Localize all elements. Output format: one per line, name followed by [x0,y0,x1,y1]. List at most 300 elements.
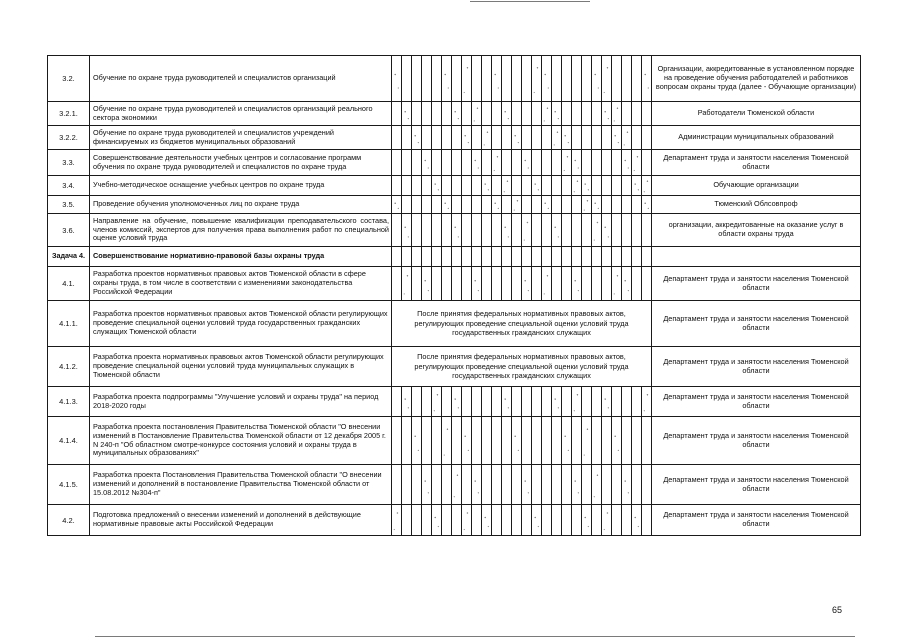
timeline-cell [602,505,612,536]
activity-description: Разработка проекта постановления Правительства Тюменской области "О внесении изменений в Постановление Правительства Тюменской области от 12 декабря 2005 г. N 240-п "Об областном смотре-конкурсе состояния условий и охраны труда в муниципальных образованиях" [90,417,392,465]
table-row [48,102,861,126]
timeline-cell [482,126,492,150]
timeline-cell [522,102,532,126]
timeline-cell [592,214,602,247]
timeline-cell [512,56,522,102]
timeline-cell [432,465,442,505]
timeline-cell [602,417,612,465]
timeline-cell [622,126,632,150]
timeline-cell [502,247,512,267]
timeline-cell [392,417,402,465]
table-row [48,56,861,102]
timeline-cell [562,102,572,126]
timeline-cell [572,126,582,150]
timeline-cell [462,417,472,465]
responsible-party: Департамент труда и занятости населения Тюменской области [652,267,861,301]
timeline-cell [462,387,472,417]
top-scan-line [470,1,590,2]
timeline-cell [412,417,422,465]
timeline-cell [632,505,642,536]
timeline-cell [392,102,402,126]
timeline-cell [562,214,572,247]
timeline-cell [482,196,492,214]
timeline-cell [482,56,492,102]
timeline-cell [402,150,412,176]
timeline-cell [502,465,512,505]
timeline-cell [472,196,482,214]
timeline-cell [462,505,472,536]
timeline-cell [602,150,612,176]
timeline-cell [532,465,542,505]
timeline-cell [612,176,622,196]
timeline-cell [622,465,632,505]
table-row [48,126,861,150]
timeline-cell [452,196,462,214]
timeline-cell [492,214,502,247]
activity-description: Разработка проекта подпрограммы "Улучшение условий и охраны труда" на период 2018-2020 годы [90,387,392,417]
responsible-party [652,247,861,267]
timeline-cell [552,196,562,214]
timeline-cell [552,505,562,536]
timeline-cell [612,417,622,465]
timeline-cell [442,247,452,267]
timeline-cell [472,387,482,417]
timeline-cell [402,417,412,465]
timeline-cell [422,465,432,505]
timeline-cell [402,176,412,196]
timeline-cell [552,56,562,102]
timeline-cell [472,176,482,196]
timeline-cell [432,417,442,465]
timeline-cell [532,387,542,417]
timeline-cell [412,196,422,214]
responsible-party: Администрации муниципальных образований [652,126,861,150]
timeline-cell [472,102,482,126]
timeline-cell [472,465,482,505]
timeline-cell [432,56,442,102]
timeline-cell [392,267,402,301]
item-number: Задача 4. [48,247,90,267]
timeline-cell [392,196,402,214]
timeline-cell [412,126,422,150]
table-row [48,505,861,536]
timeline-cell [562,417,572,465]
timeline-cell [592,267,602,301]
timeline-cell [632,176,642,196]
timeline-cell [622,214,632,247]
timeline-cell [592,417,602,465]
timeline-cell [562,387,572,417]
timeline-cell [632,247,642,267]
timeline-cell [392,126,402,150]
timeline-cell [562,505,572,536]
item-number: 4.1.3. [48,387,90,417]
timeline-cell [472,214,482,247]
timeline-cell [582,505,592,536]
timeline-cell [642,102,652,126]
timeline-cell [552,417,562,465]
timeline-cell [542,505,552,536]
timeline-cell [642,176,652,196]
timeline-cell [502,102,512,126]
timeline-cell [472,417,482,465]
timeline-cell [622,176,632,196]
table-row [48,465,861,505]
timeline-cell [622,150,632,176]
activity-description: Разработка проектов нормативных правовых актов Тюменской области в сфере охраны труда, в том числе в соответствии с изменениями законодательства Российской Федерации [90,267,392,301]
timeline-cell [492,247,502,267]
timeline-cell [542,247,552,267]
timeline-cell [642,126,652,150]
timeline-cell [542,102,552,126]
timeline-cell [542,214,552,247]
timeline-cell [622,196,632,214]
timeline-cell [522,387,532,417]
timeline-cell [592,505,602,536]
timeline-cell [602,56,612,102]
table-row [48,347,861,387]
timeline-note: После принятия федеральных нормативных правовых актов, регулирующих проведение специальной оценки условий труда государственных гражданских служащих [392,347,652,387]
timeline-cell [642,417,652,465]
timeline-cell [582,465,592,505]
timeline-cell [482,267,492,301]
timeline-cell [532,176,542,196]
timeline-cell [522,267,532,301]
timeline-cell [552,247,562,267]
timeline-cell [512,176,522,196]
timeline-cell [562,150,572,176]
timeline-cell [632,417,642,465]
timeline-cell [502,505,512,536]
timeline-cell [522,196,532,214]
responsible-party: организации, аккредитованные на оказание услуг в области охраны труда [652,214,861,247]
timeline-cell [642,505,652,536]
timeline-cell [602,176,612,196]
item-number: 3.4. [48,176,90,196]
timeline-cell [572,247,582,267]
timeline-cell [532,214,542,247]
timeline-cell [472,247,482,267]
timeline-cell [562,126,572,150]
timeline-cell [462,176,472,196]
timeline-cell [452,214,462,247]
timeline-cell [442,214,452,247]
timeline-cell [412,56,422,102]
timeline-cell [462,214,472,247]
timeline-cell [412,267,422,301]
timeline-cell [442,387,452,417]
bottom-scan-line [95,636,855,637]
timeline-cell [432,176,442,196]
timeline-cell [552,267,562,301]
timeline-cell [492,196,502,214]
timeline-cell [482,417,492,465]
responsible-party: Департамент труда и занятости населения Тюменской области [652,465,861,505]
timeline-cell [562,267,572,301]
timeline-cell [462,196,472,214]
timeline-cell [432,387,442,417]
timeline-cell [392,387,402,417]
timeline-cell [552,176,562,196]
timeline-cell [542,465,552,505]
timeline-cell [492,56,502,102]
table-row [48,387,861,417]
timeline-cell [642,196,652,214]
timeline-cell [422,417,432,465]
timeline-cell [412,465,422,505]
timeline-cell [432,196,442,214]
timeline-cell [522,126,532,150]
timeline-cell [602,465,612,505]
timeline-cell [592,465,602,505]
timeline-cell [482,505,492,536]
timeline-cell [422,214,432,247]
timeline-cell [562,196,572,214]
timeline-cell [642,150,652,176]
timeline-cell [632,387,642,417]
table-row [48,247,861,267]
timeline-cell [422,150,432,176]
timeline-cell [552,387,562,417]
responsible-party: Департамент труда и занятости населения Тюменской области [652,301,861,347]
timeline-cell [502,417,512,465]
timeline-cell [402,387,412,417]
timeline-cell [442,176,452,196]
timeline-cell [572,387,582,417]
timeline-cell [422,196,432,214]
timeline-cell [482,150,492,176]
timeline-cell [582,417,592,465]
activity-description: Учебно-методическое оснащение учебных центров по охране труда [90,176,392,196]
timeline-cell [482,247,492,267]
timeline-cell [592,196,602,214]
timeline-cell [562,56,572,102]
timeline-cell [552,102,562,126]
timeline-cell [632,56,642,102]
timeline-cell [522,214,532,247]
timeline-cell [452,267,462,301]
timeline-cell [592,102,602,126]
page-number: 65 [832,605,843,615]
timeline-cell [622,247,632,267]
timeline-cell [612,150,622,176]
timeline-note: После принятия федеральных нормативных правовых актов, регулирующих проведение специальной оценки условий труда государственных гражданских служащих [392,301,652,347]
timeline-cell [432,505,442,536]
timeline-cell [612,102,622,126]
timeline-cell [642,56,652,102]
timeline-cell [572,505,582,536]
timeline-cell [422,56,432,102]
timeline-cell [472,126,482,150]
timeline-cell [602,214,612,247]
timeline-cell [532,196,542,214]
timeline-cell [422,176,432,196]
timeline-cell [572,267,582,301]
timeline-cell [612,56,622,102]
timeline-cell [512,102,522,126]
timeline-cell [402,102,412,126]
item-number: 4.1.1. [48,301,90,347]
timeline-cell [412,505,422,536]
timeline-cell [522,56,532,102]
timeline-cell [532,56,542,102]
timeline-cell [642,214,652,247]
timeline-cell [402,214,412,247]
timeline-cell [422,387,432,417]
timeline-cell [392,505,402,536]
timeline-cell [492,150,502,176]
timeline-cell [502,196,512,214]
activity-description: Обучение по охране труда руководителей и специалистов организаций реального сектора экономики [90,102,392,126]
timeline-cell [612,267,622,301]
activity-description: Разработка проектов нормативных правовых актов Тюменской области регулирующих проведение специальной оценки условий труда государственных гражданских служащих Тюменской области [90,301,392,347]
timeline-cell [392,465,402,505]
timeline-cell [642,387,652,417]
timeline-cell [582,56,592,102]
timeline-cell [542,126,552,150]
timeline-cell [482,214,492,247]
timeline-cell [442,505,452,536]
timeline-cell [542,176,552,196]
timeline-cell [602,267,612,301]
item-number: 3.2.2. [48,126,90,150]
timeline-cell [452,126,462,150]
timeline-cell [542,267,552,301]
timeline-cell [442,465,452,505]
timeline-cell [632,267,642,301]
timeline-cell [452,465,462,505]
item-number: 4.1.4. [48,417,90,465]
timeline-cell [532,247,542,267]
table-row [48,214,861,247]
activity-description: Подготовка предложений о внесении изменений и дополнений в действующие нормативные правовые акты Российской Федерации [90,505,392,536]
timeline-cell [622,417,632,465]
timeline-cell [422,102,432,126]
activity-description: Направление на обучение, повышение квалификации преподавательского состава, членов комиссий, экспертов для получения права выполнения работ по специальной оценке условий труда [90,214,392,247]
timeline-cell [462,102,472,126]
timeline-cell [622,102,632,126]
timeline-cell [402,56,412,102]
timeline-cell [552,126,562,150]
timeline-cell [392,150,402,176]
timeline-cell [542,417,552,465]
timeline-cell [452,176,462,196]
timeline-cell [512,214,522,247]
timeline-cell [472,505,482,536]
timeline-cell [452,56,462,102]
timeline-cell [642,267,652,301]
timeline-cell [572,56,582,102]
timeline-cell [622,267,632,301]
timeline-cell [462,267,472,301]
timeline-cell [592,126,602,150]
timeline-cell [602,102,612,126]
table-row [48,301,861,347]
responsible-party: Департамент труда и занятости населения Тюменской области [652,505,861,536]
table-row [48,417,861,465]
timeline-cell [412,214,422,247]
timeline-cell [472,267,482,301]
timeline-cell [462,150,472,176]
item-number: 3.2.1. [48,102,90,126]
responsible-party: Организации, аккредитованные в установленном порядке на проведение обучения работодателей и работников вопросам охраны труда (далее - Обучающие организации) [652,56,861,102]
timeline-cell [392,176,402,196]
timeline-cell [442,150,452,176]
table-row [48,196,861,214]
activity-description: Проведение обучения уполномоченных лиц по охране труда [90,196,392,214]
timeline-cell [592,387,602,417]
timeline-cell [612,196,622,214]
timeline-cell [432,150,442,176]
timeline-cell [582,267,592,301]
timeline-cell [512,465,522,505]
plan-table [47,55,861,536]
timeline-cell [392,247,402,267]
timeline-cell [492,267,502,301]
timeline-cell [512,126,522,150]
timeline-cell [492,176,502,196]
timeline-cell [422,247,432,267]
timeline-cell [402,196,412,214]
timeline-cell [552,465,562,505]
timeline-cell [582,150,592,176]
timeline-cell [512,247,522,267]
timeline-cell [522,150,532,176]
timeline-cell [412,150,422,176]
timeline-cell [612,505,622,536]
timeline-cell [612,214,622,247]
timeline-cell [492,417,502,465]
timeline-cell [502,150,512,176]
table-row [48,176,861,196]
timeline-cell [582,387,592,417]
activity-description: Разработка проекта нормативных правовых актов Тюменской области регулирующих проведение специальной оценки условий труда муниципальных служащих в Тюменской области [90,347,392,387]
timeline-cell [612,387,622,417]
item-number: 3.5. [48,196,90,214]
timeline-cell [392,56,402,102]
timeline-cell [622,505,632,536]
timeline-cell [442,267,452,301]
timeline-cell [592,150,602,176]
activity-description: Совершенствование нормативно-правовой базы охраны труда [90,247,392,267]
timeline-cell [602,247,612,267]
timeline-cell [522,247,532,267]
timeline-cell [502,387,512,417]
timeline-cell [572,150,582,176]
activity-description: Разработка проекта Постановления Правительства Тюменской области "О внесении изменений и дополнений в постановление Правительства Тюменской области от 15.08.2012 №304-п" [90,465,392,505]
timeline-cell [612,126,622,150]
activity-description: Совершенствование деятельности учебных центров и согласование программ обучения по охране труда руководителей и специалистов по охране труда [90,150,392,176]
timeline-cell [432,247,442,267]
timeline-cell [572,176,582,196]
timeline-cell [612,465,622,505]
timeline-cell [572,417,582,465]
item-number: 3.3. [48,150,90,176]
timeline-cell [522,417,532,465]
responsible-party: Обучающие организации [652,176,861,196]
item-number: 4.1.2. [48,347,90,387]
timeline-cell [412,176,422,196]
timeline-cell [592,176,602,196]
timeline-cell [632,102,642,126]
timeline-cell [522,505,532,536]
timeline-cell [532,126,542,150]
timeline-cell [632,150,642,176]
timeline-cell [452,150,462,176]
timeline-cell [582,176,592,196]
timeline-cell [482,176,492,196]
timeline-cell [412,247,422,267]
